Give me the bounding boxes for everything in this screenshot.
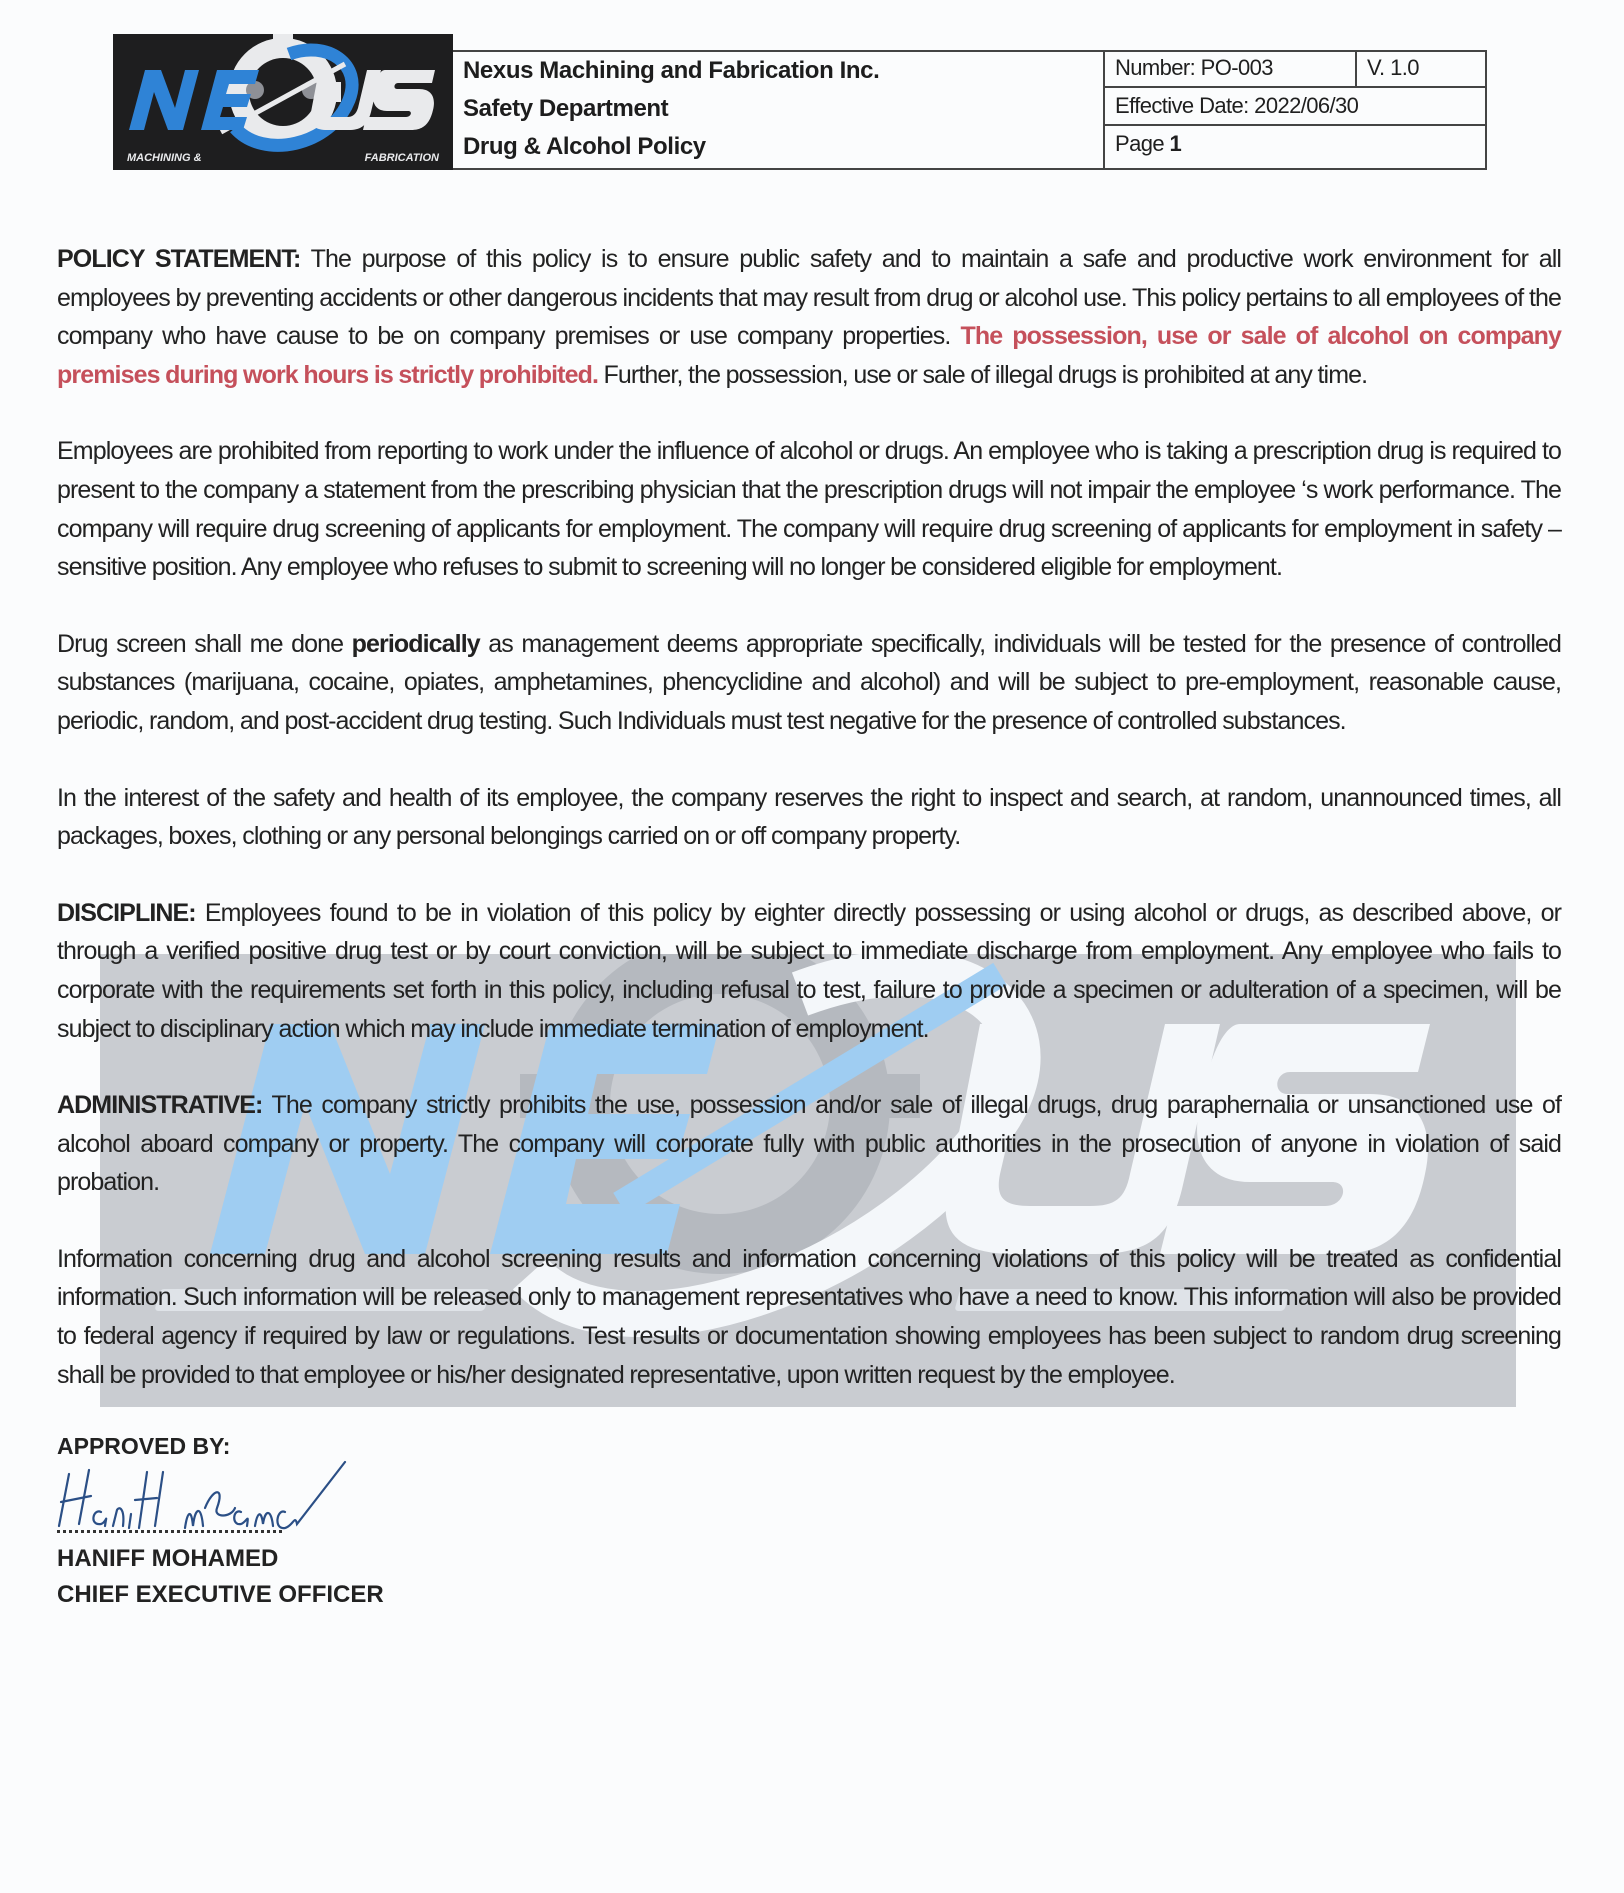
page-label: Page <box>1115 131 1164 156</box>
logo-tagline-right: FABRICATION <box>364 152 439 164</box>
prescription-paragraph: Employees are prohibited from reporting to work under the influence of alcohol or drugs. An employee who is taking a prescription drug is required to present to the company a statement from the prescribing physician that the prescription drugs will not impair the employee ‘s work performance. The company will require drug screening of applicants for employment. The company will require drug screening of applicants for employment in safety – sensitive position. Any employee who refuses to submit to screening will no longer be considered eligible for employment. <box>57 437 1561 582</box>
screening-text-after: as management deems appropriate specifically, individuals will be tested for the presence of controlled substances (marijuana, cocaine, opiates, amphetamines, phencyclidine and alcohol) and will be subject to pre-employment, reasonable cause, periodic, random, and post-accident drug testing. Such Individuals must test negative for the presence of controlled substances. <box>57 629 1561 735</box>
alcohol-prohibition-highlight: The possession, use or sale of alcohol on company premises during work hours is strictly prohibited. <box>57 322 1561 389</box>
company-logo <box>113 34 453 170</box>
policy-statement-heading: POLICY STATEMENT: <box>57 245 301 273</box>
administrative-paragraph <box>57 1086 1561 1202</box>
discipline-text: Employees found to be in violation of this policy by eighter directly possessing or using alcohol or drugs, as described above, or through a verified positive drug test or by court conviction, will be subject to immediate discharge from employment. Any employee who fails to corporate with the requirements set forth in this policy, including refusal to test, failure to provide a specimen or adulteration of a specimen, will be subject to disciplinary action which may include immediate termination of employment. <box>57 898 1561 1043</box>
logo-tagline-left: MACHINING & <box>127 152 202 164</box>
company-name: Nexus Machining and Fabrication Inc. <box>463 57 880 84</box>
approved-by-label: APPROVED BY: <box>57 1433 231 1460</box>
policy-statement-paragraph <box>57 240 1561 394</box>
title-block <box>453 50 1487 170</box>
policy-title: Drug & Alcohol Policy <box>463 133 706 160</box>
document-number: Number: PO-003 <box>1115 55 1273 80</box>
meta-row-date <box>1105 88 1487 126</box>
logo-graphic <box>113 34 453 170</box>
screening-emphasis: periodically <box>351 629 480 658</box>
approval-block <box>57 1432 657 1632</box>
document-header <box>113 34 1487 170</box>
page-number: 1 <box>1169 131 1182 156</box>
meta-row-page <box>1105 126 1487 164</box>
confidentiality-paragraph: Information concerning drug and alcohol screening results and information concerning violations of this policy will be treated as confidential information. Such information will be released only to management representatives who have a need to know. This information will also be provided to federal agency if required by law or regulations. Test results or documentation showing employees has been subject to random drug screening shall be provided to that employee or his/her designated representative, upon written request by the employee. <box>57 1244 1561 1389</box>
document-version: V. 1.0 <box>1355 50 1487 86</box>
signer-title: CHIEF EXECUTIVE OFFICER <box>57 1581 384 1609</box>
screening-paragraph <box>57 625 1561 741</box>
inspection-paragraph: In the interest of the safety and health of its employee, the company reserves the right to inspect and search, at random, unannounced times, all packages, boxes, clothing or any personal belongings carried on or off company property. <box>57 783 1561 851</box>
administrative-heading: ADMINISTRATIVE: <box>57 1091 263 1120</box>
meta-row-number <box>1105 50 1487 88</box>
signature <box>45 1460 365 1540</box>
policy-statement-text-after: Further, the possession, use or sale of illegal drugs is prohibited at any time. <box>598 360 1368 389</box>
document-meta-table <box>1103 50 1487 170</box>
screening-text: Drug screen shall me done <box>57 629 352 658</box>
logo-wordmark-left <box>129 70 259 130</box>
discipline-heading: DISCIPLINE: <box>57 898 196 927</box>
page-indicator <box>1105 126 1485 162</box>
document-body <box>57 240 1561 1394</box>
department-name: Safety Department <box>463 95 669 122</box>
policy-statement-text: The purpose of this policy is to ensure public safety and to maintain a safe and productive work environment for all employees by preventing accidents or other dangerous incidents that may result from drug or alcohol use. This policy pertains to all employees of the company who have cause to be on company premises or use company properties. <box>57 245 1562 351</box>
signer-name: HANIFF MOHAMED <box>57 1545 279 1573</box>
title-lines <box>463 52 1093 166</box>
administrative-text: The company strictly prohibits the use, possession and/or sale of illegal drugs, drug paraphernalia or unsanctioned use of alcohol aboard company or property. The company will corporate fully with public authorities in the prosecution of anyone in violation of said probation. <box>57 1091 1561 1197</box>
discipline-paragraph <box>57 894 1561 1048</box>
effective-date: Effective Date: 2022/06/30 <box>1115 93 1359 118</box>
signature-line <box>57 1530 282 1533</box>
